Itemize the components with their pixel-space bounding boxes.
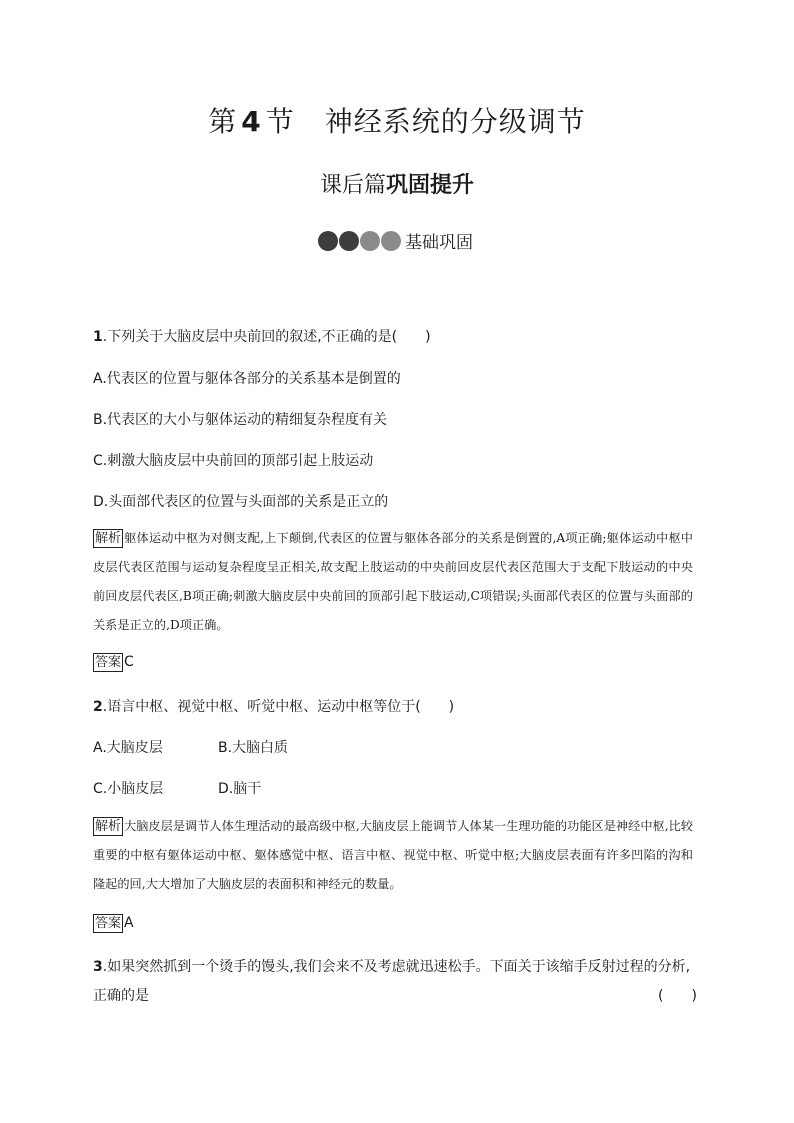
option-c: C.刺激大脑皮层中央前回的顶部引起上肢运动 (93, 453, 374, 469)
analysis-2 (93, 812, 693, 899)
question-number: 1 (93, 329, 103, 345)
question-1-stem (93, 326, 431, 346)
title-name: 神经系统的分级调节 (324, 105, 586, 138)
section-header (318, 228, 473, 253)
answer-value: A (124, 915, 134, 931)
question-number: 2 (93, 699, 103, 715)
answer-tag: 答案 (95, 655, 122, 670)
dot-filled-icon (339, 231, 359, 251)
option-d: D.头面部代表区的位置与头面部的关系是正立的 (93, 494, 389, 510)
title-prefix: 第 (208, 105, 238, 138)
analysis-tag: 解析 (95, 819, 122, 834)
option-b: B.代表区的大小与躯体运动的精细复杂程度有关 (93, 412, 388, 428)
question-number: 3 (93, 959, 103, 975)
answer-value: C (124, 654, 134, 670)
dot-empty-icon (381, 231, 401, 251)
answer-tag: 答案 (95, 916, 122, 931)
title-suffix: 节 (265, 105, 295, 138)
question-text: .下列关于大脑皮层中央前回的叙述,不正确的是( ) (102, 329, 431, 345)
question-2-stem (93, 696, 454, 716)
page-title (0, 100, 794, 140)
option-d: D.脑干 (218, 781, 262, 797)
question-text: .语言中枢、视觉中枢、听觉中枢、运动中枢等位于( ) (102, 699, 455, 715)
section-label: 基础巩固 (405, 233, 473, 253)
dot-filled-icon (318, 231, 338, 251)
analysis-1 (93, 524, 693, 640)
analysis-text: 大脑皮层是调节人体生理活动的最高级中枢,大脑皮层上能调节人体某一生理功能的功能区是神经中枢,比较重要的中枢有躯体运动中枢、躯体感觉中枢、语言中枢、视觉中枢、听觉中枢;大脑皮层表面有许多凹陷的沟和隆起的回,大大增加了大脑皮层的表面积和神经元的数量。 (93, 819, 693, 891)
answer-2 (93, 914, 134, 933)
question-3-stem (93, 956, 690, 976)
title-number: 4 (241, 105, 262, 138)
subtitle (0, 168, 794, 199)
answer-1 (93, 653, 134, 672)
subtitle-plain: 课后篇 (319, 173, 386, 198)
analysis-text: 躯体运动中枢为对侧支配,上下颠倒,代表区的位置与躯体各部分的关系是倒置的,A项正确;躯体运动中枢中皮层代表区范围与运动复杂程度呈正相关,故支配上肢运动的中央前回皮层代表区范围大于支配下肢运动的中央前回皮层代表区,B项正确;刺激大脑皮层中央前回的顶部引起下肢运动,C项错误;头面部代表区的位置与头面部的关系是正立的,D项正确。 (93, 531, 693, 632)
answer-bracket: ( ) (658, 988, 697, 1004)
option-c: C.小脑皮层 (93, 781, 164, 797)
subtitle-bold: 巩固提升 (386, 173, 475, 198)
analysis-tag: 解析 (95, 531, 122, 546)
option-a: A.大脑皮层 (93, 740, 163, 756)
option-b: B.大脑白质 (218, 740, 289, 756)
question-text: .如果突然抓到一个烫手的馒头,我们会来不及考虑就迅速松手。下面关于该缩手反射过程的分析, (102, 959, 691, 975)
dot-empty-icon (360, 231, 380, 251)
question-3-stem-line2: 正确的是 (93, 988, 149, 1004)
option-a: A.代表区的位置与躯体各部分的关系基本是倒置的 (93, 371, 401, 387)
